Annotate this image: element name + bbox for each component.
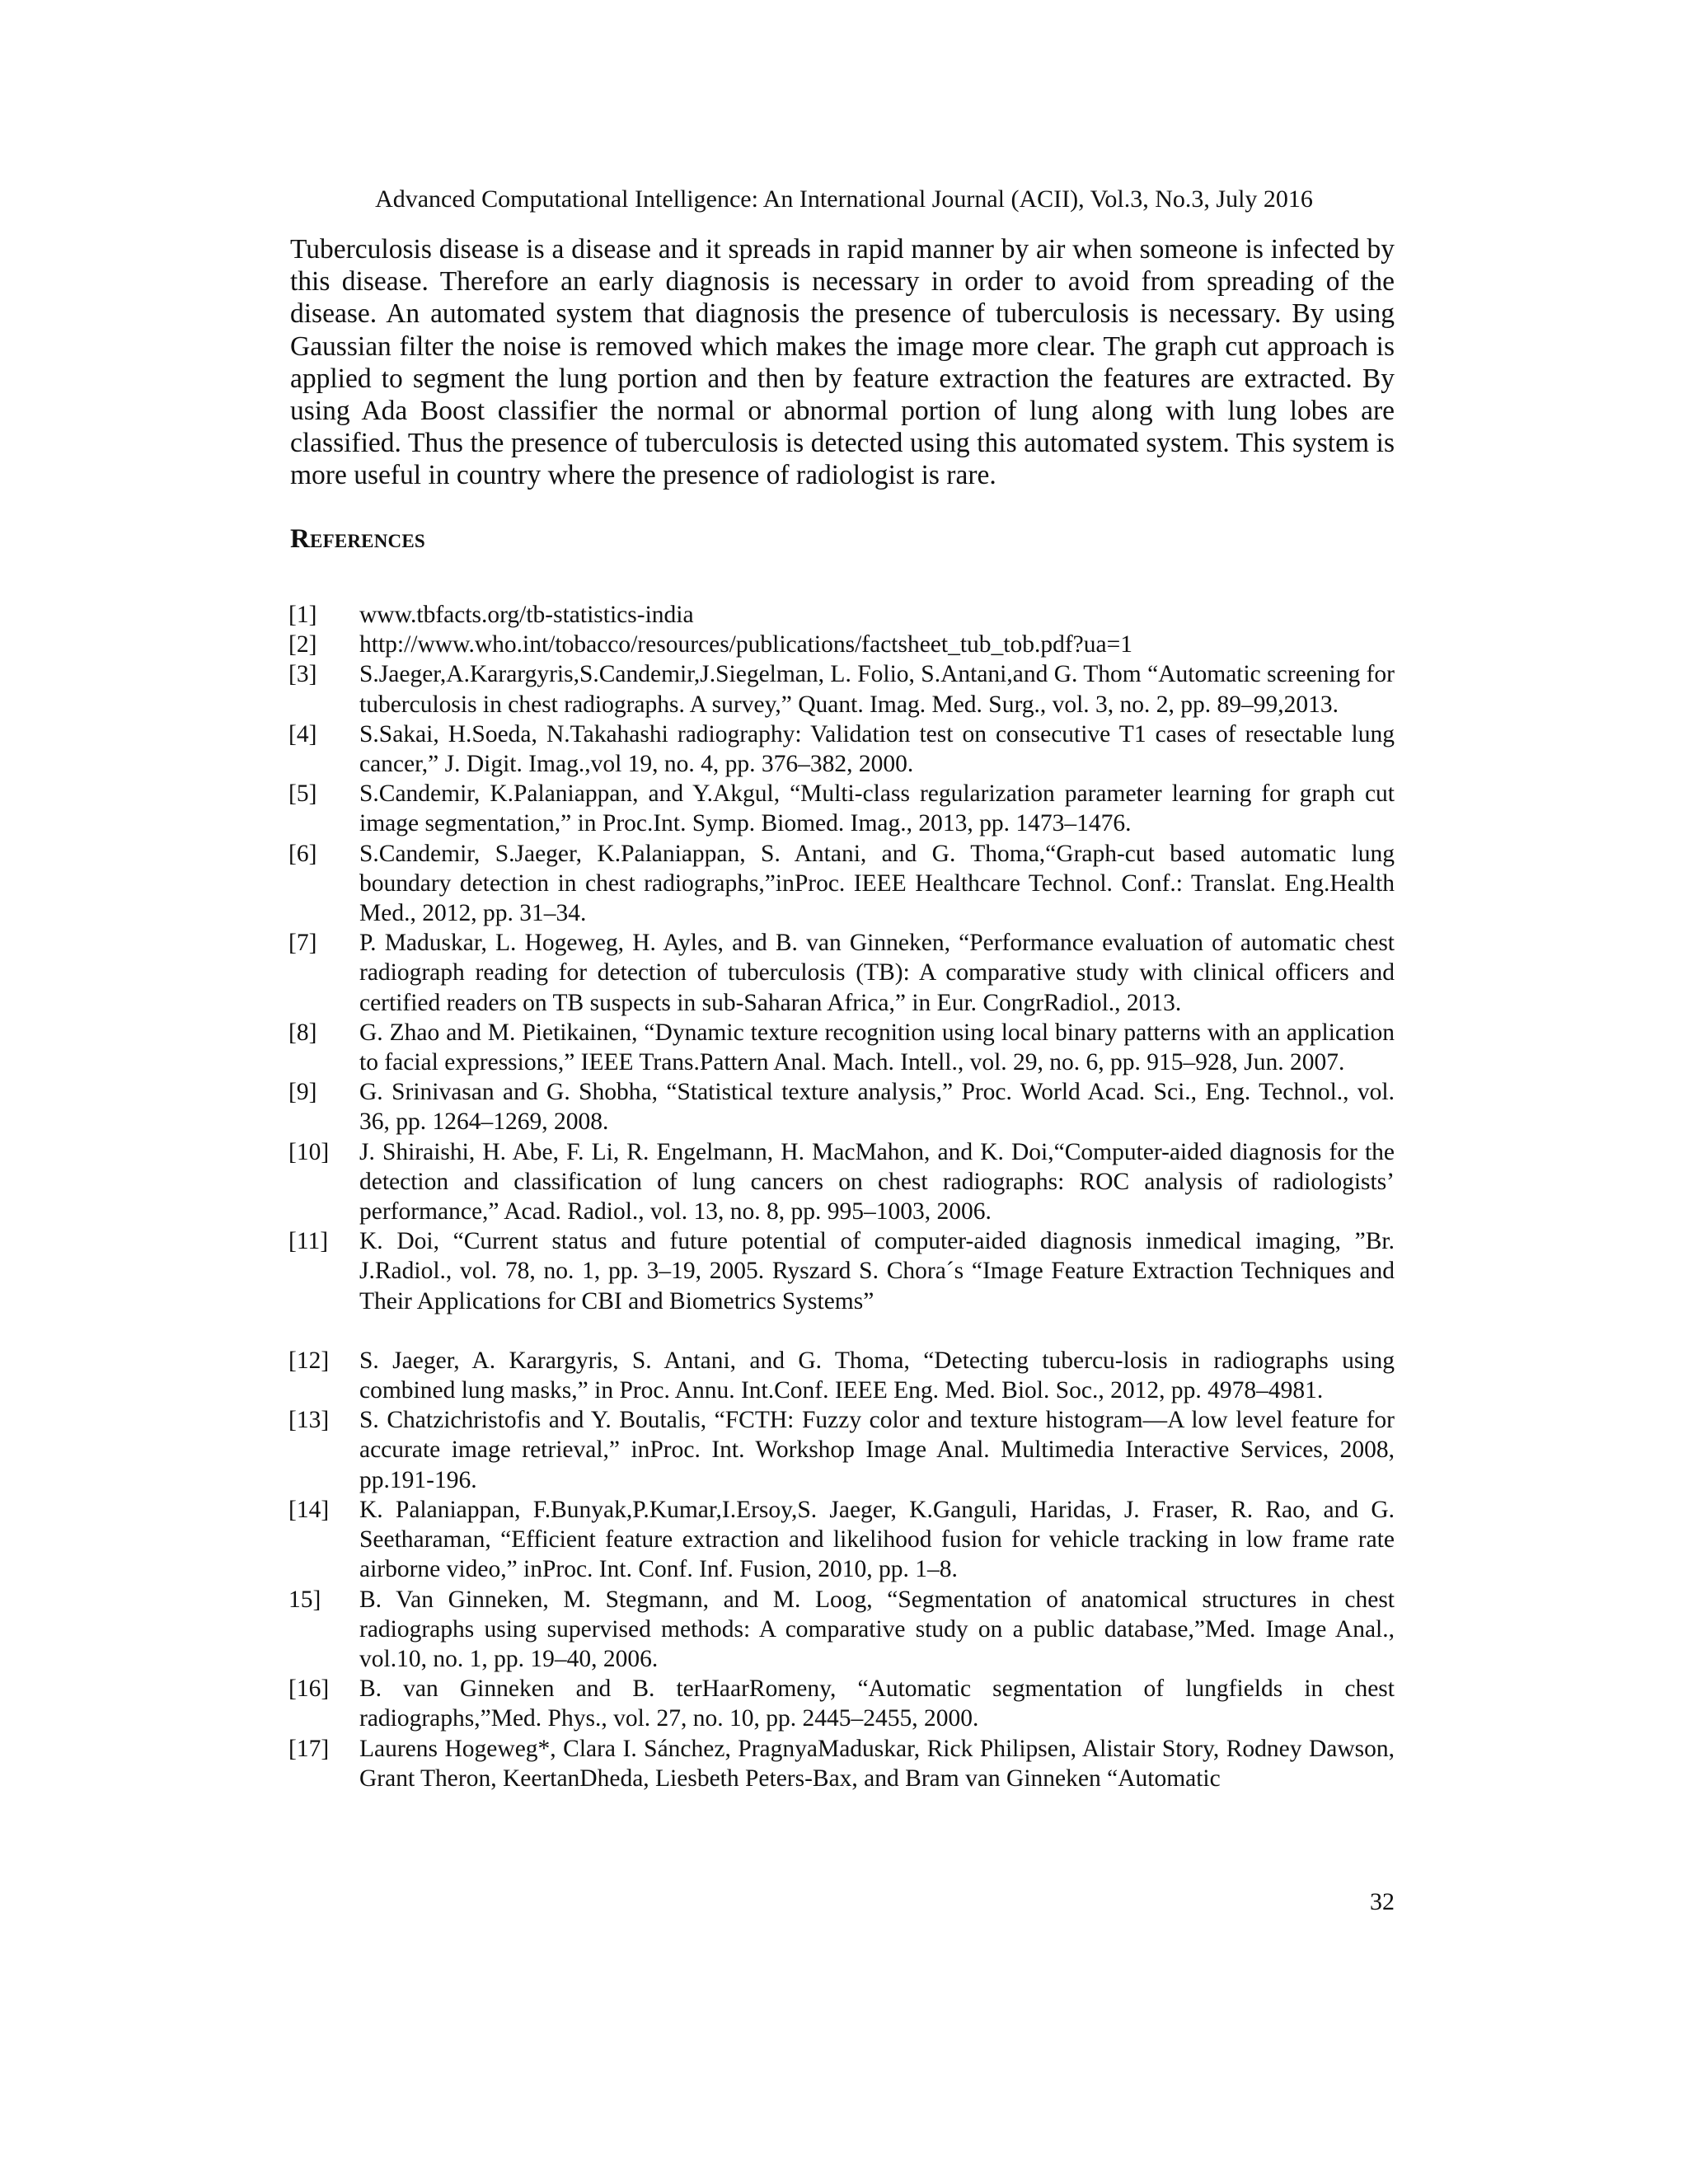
reference-item: [288, 630, 1395, 659]
reference-number: [2]: [288, 631, 317, 658]
reference-number: [9]: [288, 1079, 317, 1106]
reference-text: P. Maduskar, L. Hogeweg, H. Ayles, and B. van Ginneken, “Performance evaluation of automatic chest radiograph reading for detection of tuberculosis (TB): A comparative study with clinical officers and certified readers on TB suspects in sub-Saharan Africa,” in Eur. CongrRadiol., 2013.: [359, 930, 1395, 1016]
reference-text: S.Jaeger,A.Karargyris,S.Candemir,J.Siegelman, L. Folio, S.Antani,and G. Thom “Automatic screening for tuberculosis in chest radiographs. A survey,” Quant. Imag. Med. Surg., vol. 3, no. 2, pp. 89–99,2013.: [359, 661, 1395, 718]
reference-text: Laurens Hogeweg*, Clara I. Sánchez, PragnyaMaduskar, Rick Philipsen, Alistair Story, Rodney Dawson, Grant Theron, KeertanDheda, Liesbeth Peters-Bax, and Bram van Ginneken “Automatic: [359, 1735, 1395, 1792]
reference-item: [288, 1495, 1395, 1585]
reference-item: [288, 1585, 1395, 1675]
page-number: 32: [1370, 1888, 1395, 1915]
reference-number: [4]: [288, 720, 317, 748]
reference-text: S.Candemir, K.Palaniappan, and Y.Akgul, “Multi-class regularization parameter learning for graph cut image segmentation,” in Proc.Int. Symp. Biomed. Imag., 2013, pp. 1473–1476.: [359, 780, 1395, 837]
reference-text: B. Van Ginneken, M. Stegmann, and M. Loog, “Segmentation of anatomical structures in chest radiographs using supervised methods: A comparative study on a public database,”Med. Image Anal., vol.10, no. 1, pp. 19–40, 2006.: [359, 1586, 1395, 1672]
reference-number: [10]: [288, 1138, 330, 1165]
reference-number: [3]: [288, 661, 317, 688]
reference-list: [288, 600, 1395, 1793]
reference-number: 15]: [288, 1586, 321, 1613]
reference-item: [288, 1137, 1395, 1227]
reference-number: [5]: [288, 780, 317, 808]
reference-item: [288, 1734, 1395, 1793]
reference-text: J. Shiraishi, H. Abe, F. Li, R. Engelmann, H. MacMahon, and K. Doi,“Computer-aided diagnosis for the detection and classification of lung cancers on chest radiographs: ROC analysis of radiologists’ performance,” Acad. Radiol., vol. 13, no. 8, pp. 995–1003, 2006.: [359, 1138, 1395, 1226]
reference-item: [288, 839, 1395, 929]
reference-item: [288, 1077, 1395, 1137]
reference-item: [288, 1226, 1395, 1316]
reference-number: [8]: [288, 1019, 317, 1046]
reference-text: B. van Ginneken and B. terHaarRomeny, “Automatic segmentation of lungfields in chest radiographs,”Med. Phys., vol. 27, no. 10, pp. 2445–2455, 2000.: [359, 1675, 1395, 1732]
reference-item: [288, 928, 1395, 1018]
reference-text: S.Candemir, S.Jaeger, K.Palaniappan, S. Antani, and G. Thoma,“Graph-cut based automatic lung boundary detection in chest radiographs,”inProc. IEEE Healthcare Technol. Conf.: Translat. Eng.Health Med., 2012, pp. 31–34.: [359, 840, 1395, 927]
reference-number: [16]: [288, 1675, 330, 1703]
running-header: Advanced Computational Intelligence: An International Journal (ACII), Vol.3, No.3, July 2016: [375, 185, 1313, 213]
reference-number: [12]: [288, 1347, 330, 1374]
reference-number: [17]: [288, 1735, 330, 1762]
reference-text: S. Jaeger, A. Karargyris, S. Antani, and G. Thoma, “Detecting tubercu-losis in radiographs using combined lung masks,” in Proc. Annu. Int.Conf. IEEE Eng. Med. Biol. Soc., 2012, pp. 4978–4981.: [359, 1347, 1395, 1404]
reference-item: [288, 1405, 1395, 1495]
reference-text: G. Zhao and M. Pietikainen, “Dynamic texture recognition using local binary patterns with an application to facial expressions,” IEEE Trans.Pattern Anal. Mach. Intell., vol. 29, no. 6, pp. 915–928, Jun. 2007.: [359, 1019, 1395, 1076]
reference-number: [7]: [288, 930, 317, 957]
reference-number: [14]: [288, 1496, 330, 1523]
reference-number: [13]: [288, 1407, 330, 1434]
reference-text: G. Srinivasan and G. Shobha, “Statistical texture analysis,” Proc. World Acad. Sci., Eng. Technol., vol. 36, pp. 1264–1269, 2008.: [359, 1079, 1395, 1136]
reference-text: http://www.who.int/tobacco/resources/publications/factsheet_tub_tob.pdf?ua=1: [359, 631, 1133, 658]
references-heading: References: [290, 524, 425, 554]
reference-item: [288, 600, 1395, 630]
reference-text: S.Sakai, H.Soeda, N.Takahashi radiography: Validation test on consecutive T1 cases of resectable lung cancer,” J. Digit. Imag.,vol 19, no. 4, pp. 376–382, 2000.: [359, 720, 1395, 778]
reference-item: [288, 719, 1395, 779]
reference-text: K. Palaniappan, F.Bunyak,P.Kumar,I.Ersoy,S. Jaeger, K.Ganguli, Haridas, J. Fraser, R. Rao, and G. Seetharaman, “Efficient feature extraction and likelihood fusion for vehicle tracking in low frame rate airborne video,” inProc. Int. Conf. Inf. Fusion, 2010, pp. 1–8.: [359, 1496, 1395, 1583]
reference-number: [6]: [288, 840, 317, 867]
reference-item: [288, 779, 1395, 838]
reference-item: [288, 1018, 1395, 1077]
reference-item: [288, 659, 1395, 719]
reference-text: www.tbfacts.org/tb-statistics-india: [359, 602, 694, 628]
reference-text: K. Doi, “Current status and future potential of computer-aided diagnosis inmedical imaging, ”Br. J.Radiol., vol. 78, no. 1, pp. 3–19, 2005. Ryszard S. Chora´s “Image Feature Extraction Techniques and Their Applications for CBI and Biometrics Systems”: [359, 1228, 1395, 1315]
reference-number: [1]: [288, 602, 317, 628]
reference-item: [288, 1346, 1395, 1405]
reference-item: [288, 1674, 1395, 1733]
reference-number: [11]: [288, 1228, 329, 1255]
conclusion-paragraph: Tuberculosis disease is a disease and it spreads in rapid manner by air when someone is infected by this disease. Therefore an early diagnosis is necessary in order to avoid from spreading of the disease. An automated system that diagnosis the presence of tuberculosis is necessary. By using Gaussian filter the noise is removed which makes the image more clear. The graph cut approach is applied to segment the lung portion and then by feature extraction the features are extracted. By using Ada Boost classifier the normal or abnormal portion of lung along with lung lobes are classified. Thus the presence of tuberculosis is detected using this automated system. This system is more useful in country where the presence of radiologist is rare.: [290, 234, 1395, 491]
reference-text: S. Chatzichristofis and Y. Boutalis, “FCTH: Fuzzy color and texture histogram—A low level feature for accurate image retrieval,” inProc. Int. Workshop Image Anal. Multimedia Interactive Services, 2008, pp.191-196.: [359, 1407, 1395, 1493]
